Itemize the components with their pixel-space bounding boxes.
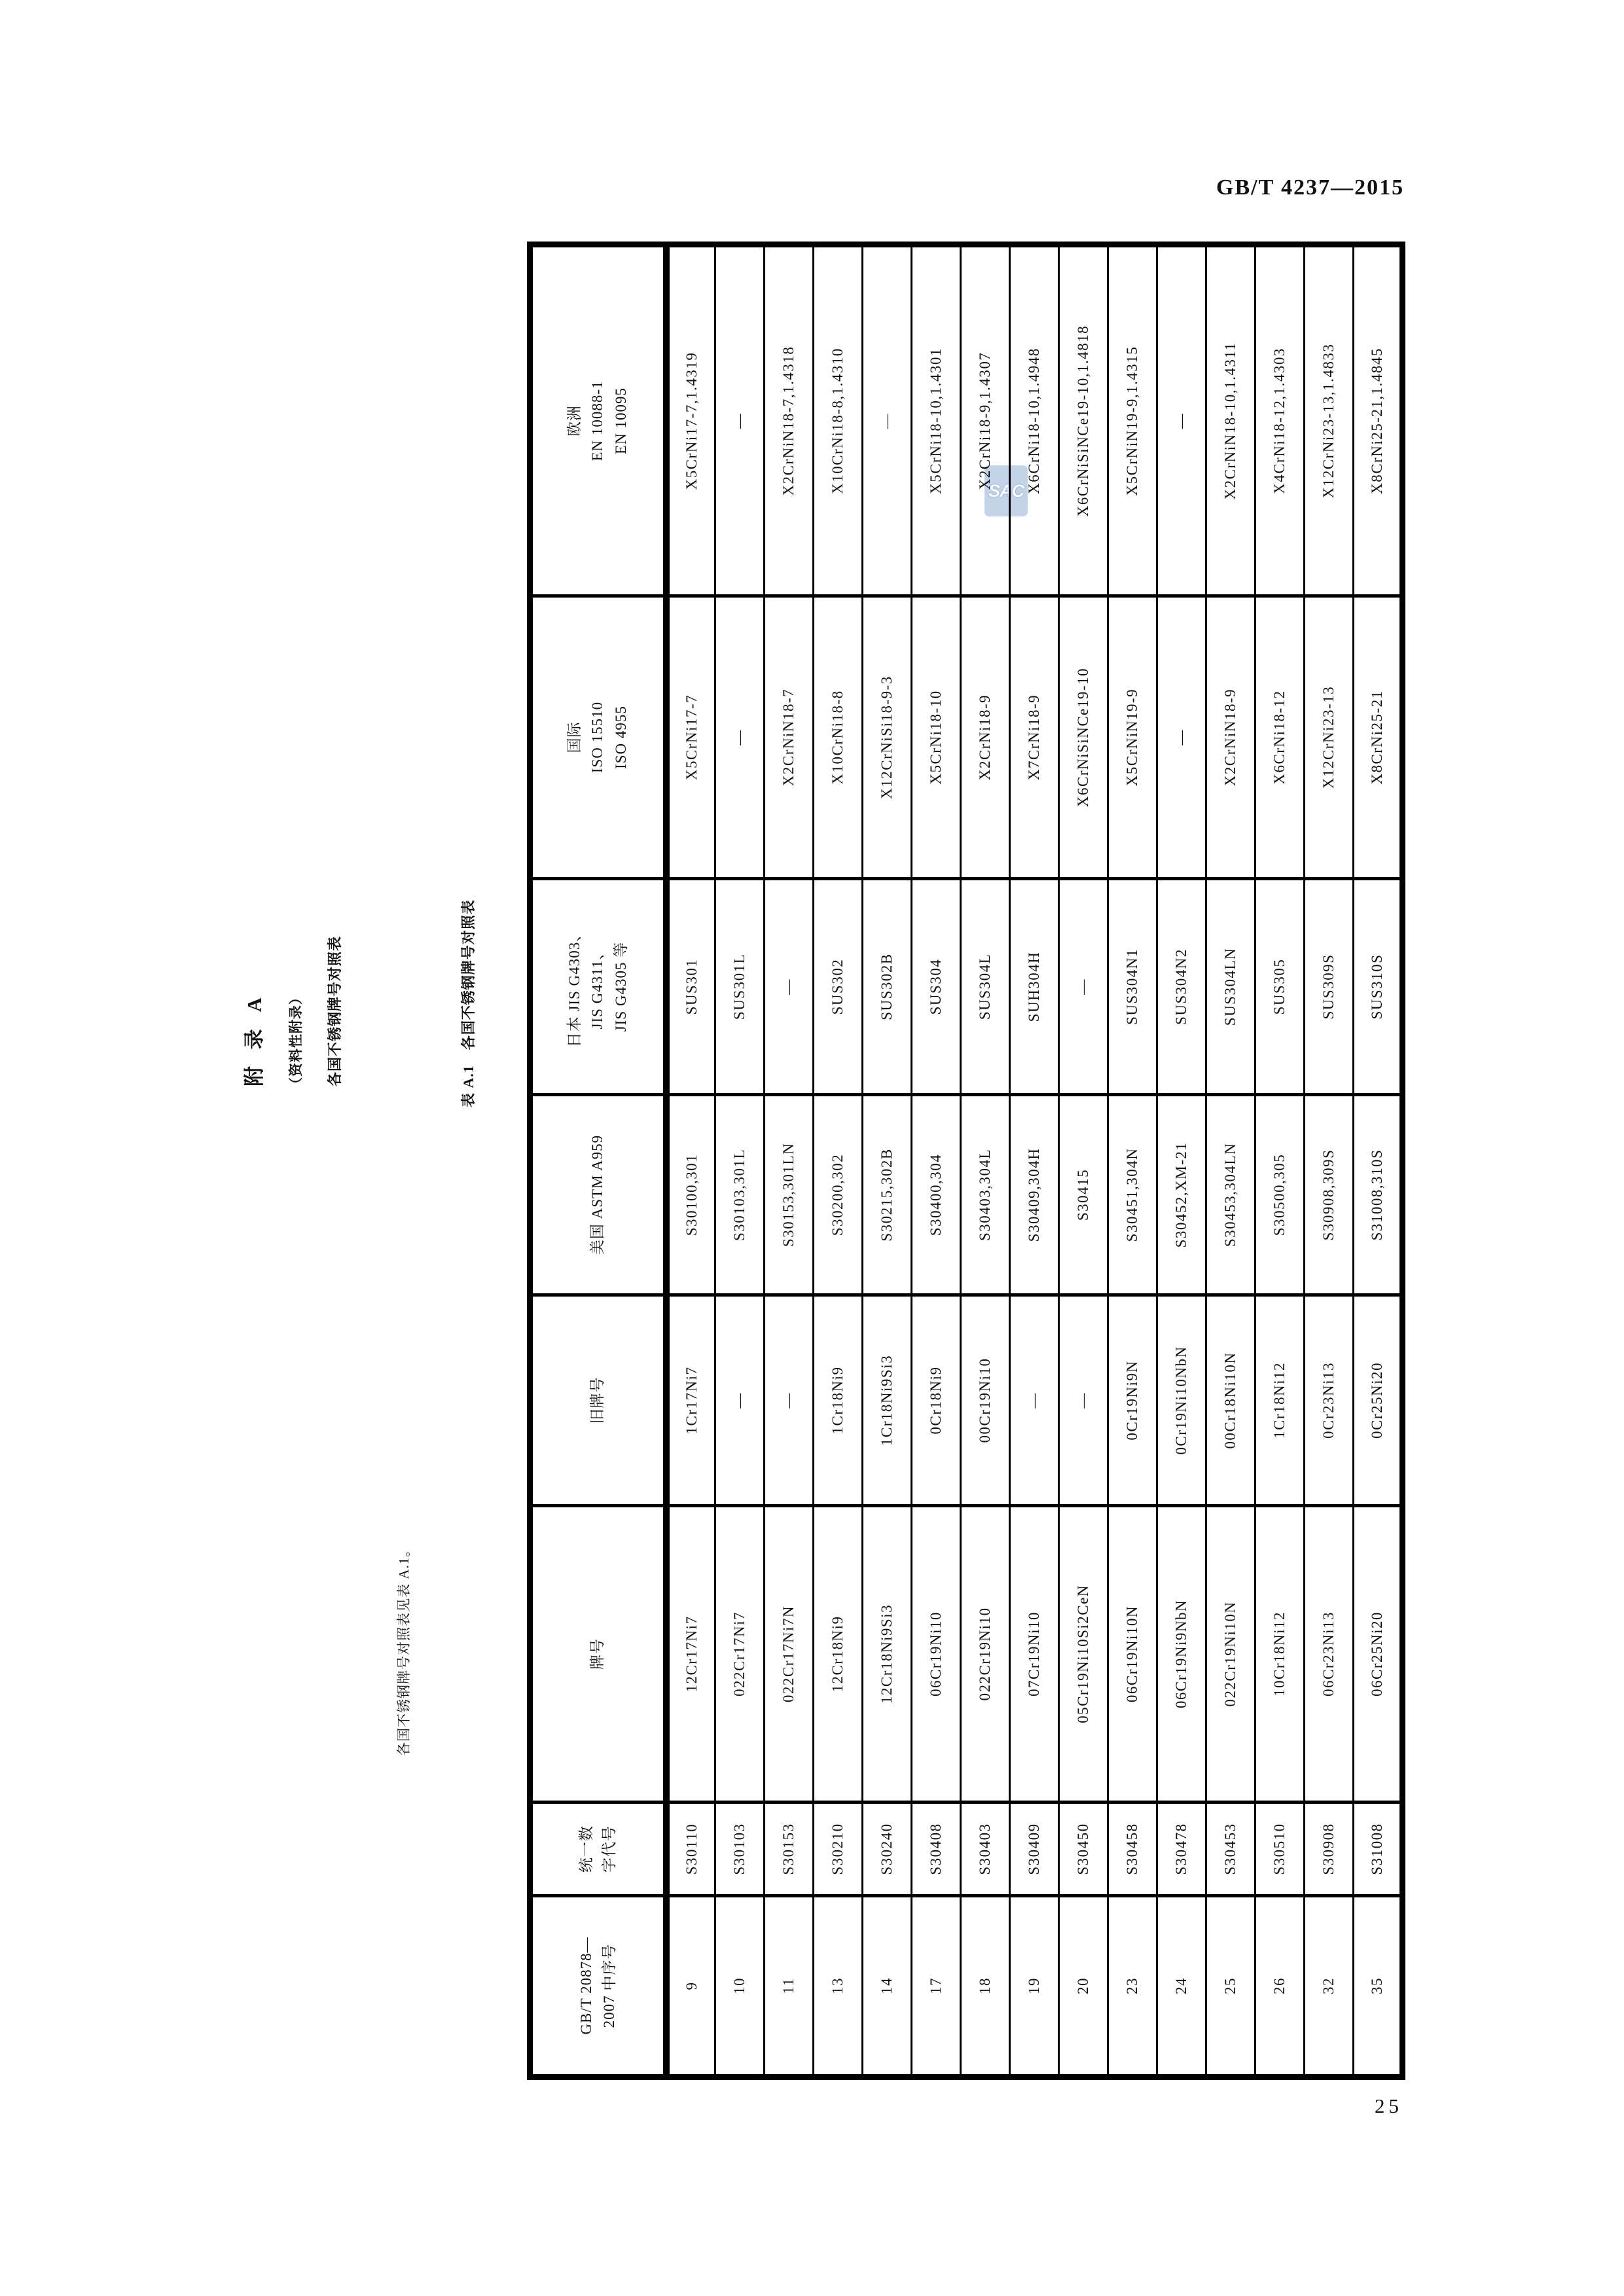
table-cell: 24 bbox=[1157, 1896, 1206, 2077]
table-cell: 14 bbox=[863, 1896, 912, 2077]
table-cell: S30908,309S bbox=[1305, 1095, 1354, 1295]
table-cell: 25 bbox=[1206, 1896, 1255, 2077]
table-cell: X5CrNiN19-9 bbox=[1108, 596, 1157, 879]
comparison-table bbox=[527, 242, 1405, 2080]
table-row bbox=[765, 245, 814, 2077]
table-cell: 022Cr17Ni7 bbox=[715, 1506, 765, 1803]
table-cell: SUH304H bbox=[1010, 879, 1059, 1095]
table-cell: S30103,301L bbox=[715, 1095, 765, 1295]
table-cell: S30103 bbox=[715, 1803, 765, 1896]
table-cell: X6CrNi18-12 bbox=[1255, 596, 1305, 879]
table-cell: SUS309S bbox=[1305, 879, 1354, 1095]
table-cell: SUS302 bbox=[814, 879, 863, 1095]
table-cell: S30100,301 bbox=[666, 1095, 715, 1295]
table-cell: SUS304 bbox=[912, 879, 961, 1095]
table-cell: X2CrNiN18-10,1.4311 bbox=[1206, 245, 1255, 596]
table-cell: 0Cr23Ni13 bbox=[1305, 1295, 1354, 1506]
rotated-table-container bbox=[527, 247, 1399, 2080]
table-cell: X5CrNi18-10 bbox=[912, 596, 961, 879]
table-cell: SUS304N2 bbox=[1157, 879, 1206, 1095]
table-row bbox=[1255, 245, 1305, 2077]
table-cell: — bbox=[1059, 879, 1108, 1095]
table-cell: X2CrNiN18-7 bbox=[765, 596, 814, 879]
table-cell: X4CrNi18-12,1.4303 bbox=[1255, 245, 1305, 596]
header-cell: 美国 ASTM A959 bbox=[530, 1095, 666, 1295]
table-cell: — bbox=[1157, 596, 1206, 879]
table-cell: 9 bbox=[666, 1896, 715, 2077]
table-cell: S30908 bbox=[1305, 1803, 1354, 1896]
header-cell: 统一数 字代号 bbox=[530, 1803, 666, 1896]
table-row bbox=[1108, 245, 1157, 2077]
table-cell: S31008,310S bbox=[1354, 1095, 1403, 1295]
table-cell: — bbox=[863, 245, 912, 596]
table-cell: 022Cr19Ni10 bbox=[961, 1506, 1010, 1803]
table-cell: S30453 bbox=[1206, 1803, 1255, 1896]
table-cell: SUS304N1 bbox=[1108, 879, 1157, 1095]
table-cell: X7CrNi18-9 bbox=[1010, 596, 1059, 879]
table-cell: S30500,305 bbox=[1255, 1095, 1305, 1295]
sac-watermark-stamp: SAC bbox=[984, 465, 1028, 516]
table-cell: 10Cr18Ni12 bbox=[1255, 1506, 1305, 1803]
table-cell: X6CrNiSiNCe19-10 bbox=[1059, 596, 1108, 879]
table-cell: 00Cr19Ni10 bbox=[961, 1295, 1010, 1506]
table-row bbox=[666, 245, 715, 2077]
table-cell: 32 bbox=[1305, 1896, 1354, 2077]
table-cell: 23 bbox=[1108, 1896, 1157, 2077]
table-cell: 18 bbox=[961, 1896, 1010, 2077]
table-row bbox=[1206, 245, 1255, 2077]
table-cell: S30110 bbox=[666, 1803, 715, 1896]
table-cell: S30453,304LN bbox=[1206, 1095, 1255, 1295]
table-cell: 11 bbox=[765, 1896, 814, 2077]
header-cell: GB/T 20878— 2007 中序号 bbox=[530, 1896, 666, 2077]
table-cell: X12CrNi23-13,1.4833 bbox=[1305, 245, 1354, 596]
table-cell: 06Cr19Ni9NbN bbox=[1157, 1506, 1206, 1803]
table-cell: 20 bbox=[1059, 1896, 1108, 2077]
table-cell: S30458 bbox=[1108, 1803, 1157, 1896]
table-cell: — bbox=[765, 1295, 814, 1506]
page-number: 25 bbox=[1375, 2094, 1403, 2117]
table-row bbox=[1010, 245, 1059, 2077]
table-row bbox=[961, 245, 1010, 2077]
table-cell: — bbox=[715, 245, 765, 596]
table-cell: 26 bbox=[1255, 1896, 1305, 2077]
table-cell: X2CrNiN18-9 bbox=[1206, 596, 1255, 879]
table-cell: 12Cr17Ni7 bbox=[666, 1506, 715, 1803]
table-cell: S30451,304N bbox=[1108, 1095, 1157, 1295]
table-cell: 06Cr25Ni20 bbox=[1354, 1506, 1403, 1803]
table-cell: S30400,304 bbox=[912, 1095, 961, 1295]
table-cell: S30408 bbox=[912, 1803, 961, 1896]
table-cell: S31008 bbox=[1354, 1803, 1403, 1896]
table-cell: 07Cr19Ni10 bbox=[1010, 1506, 1059, 1803]
table-cell: X10CrNi18-8,1.4310 bbox=[814, 245, 863, 596]
table-cell: X6CrNiSiNCe19-10,1.4818 bbox=[1059, 245, 1108, 596]
table-cell: SUS301L bbox=[715, 879, 765, 1095]
table-cell: — bbox=[1010, 1295, 1059, 1506]
table-cell: S30409,304H bbox=[1010, 1095, 1059, 1295]
table-cell: X12CrNiSi18-9-3 bbox=[863, 596, 912, 879]
table-cell: 17 bbox=[912, 1896, 961, 2077]
table-cell: 1Cr18Ni9 bbox=[814, 1295, 863, 1506]
doc-code: GB/T 4237—2015 bbox=[1216, 175, 1405, 200]
table-cell: 06Cr19Ni10N bbox=[1108, 1506, 1157, 1803]
header-cell: 旧牌号 bbox=[530, 1295, 666, 1506]
table-row bbox=[1059, 245, 1108, 2077]
table-cell: — bbox=[765, 879, 814, 1095]
table-cell: S30409 bbox=[1010, 1803, 1059, 1896]
table-cell: S30210 bbox=[814, 1803, 863, 1896]
table-cell: SUS305 bbox=[1255, 879, 1305, 1095]
table-cell: 06Cr23Ni13 bbox=[1305, 1506, 1354, 1803]
table-row bbox=[715, 245, 765, 2077]
table-row bbox=[863, 245, 912, 2077]
table-cell: 0Cr19Ni9N bbox=[1108, 1295, 1157, 1506]
table-cell: X6CrNi18-10,1.4948 bbox=[1010, 245, 1059, 596]
table-caption: 表 A.1 各国不锈钢牌号对照表 bbox=[460, 899, 477, 1107]
header-cell: 日本 JIS G4303、 JIS G4311、 JIS G4305 等 bbox=[530, 879, 666, 1095]
appendix-title: 附 录 A bbox=[243, 992, 266, 1086]
appendix-section-title: 各国不锈钢牌号对照表 bbox=[327, 935, 343, 1086]
table-cell: 0Cr25Ni20 bbox=[1354, 1295, 1403, 1506]
table-cell: 1Cr18Ni12 bbox=[1255, 1295, 1305, 1506]
table-cell: X5CrNi17-7 bbox=[666, 596, 715, 879]
appendix-body-text: 各国不锈钢牌号对照表见表 A.1。 bbox=[396, 1542, 412, 1756]
table-row bbox=[814, 245, 863, 2077]
table-cell: 10 bbox=[715, 1896, 765, 2077]
table-cell: — bbox=[1157, 245, 1206, 596]
table-cell: S30153 bbox=[765, 1803, 814, 1896]
table-cell: S30450 bbox=[1059, 1803, 1108, 1896]
table-cell: X5CrNi18-10,1.4301 bbox=[912, 245, 961, 596]
table-cell: X10CrNi18-8 bbox=[814, 596, 863, 879]
header-cell: 国际 ISO 15510 ISO 4955 bbox=[530, 596, 666, 879]
table-cell: S30215,302B bbox=[863, 1095, 912, 1295]
table-cell: — bbox=[715, 1295, 765, 1506]
table-cell: SUS304LN bbox=[1206, 879, 1255, 1095]
table-cell: 0Cr18Ni9 bbox=[912, 1295, 961, 1506]
table-cell: S30153,301LN bbox=[765, 1095, 814, 1295]
table-cell: SUS302B bbox=[863, 879, 912, 1095]
table-cell: X2CrNiN18-7,1.4318 bbox=[765, 245, 814, 596]
table-cell: — bbox=[715, 596, 765, 879]
table-cell: S30403,304L bbox=[961, 1095, 1010, 1295]
table-cell: 13 bbox=[814, 1896, 863, 2077]
table-cell: X12CrNi23-13 bbox=[1305, 596, 1354, 879]
table-cell: S30415 bbox=[1059, 1095, 1108, 1295]
table-cell: X8CrNi25-21,1.4845 bbox=[1354, 245, 1403, 596]
table-cell: 06Cr19Ni10 bbox=[912, 1506, 961, 1803]
table-cell: S30452,XM-21 bbox=[1157, 1095, 1206, 1295]
table-cell: 1Cr18Ni9Si3 bbox=[863, 1295, 912, 1506]
table-cell: X5CrNiN19-9,1.4315 bbox=[1108, 245, 1157, 596]
table-cell: 1Cr17Ni7 bbox=[666, 1295, 715, 1506]
table-cell: 12Cr18Ni9Si3 bbox=[863, 1506, 912, 1803]
table-cell: 00Cr18Ni10N bbox=[1206, 1295, 1255, 1506]
table-row bbox=[912, 245, 961, 2077]
table-cell: 022Cr17Ni7N bbox=[765, 1506, 814, 1803]
table-cell: SUS310S bbox=[1354, 879, 1403, 1095]
table-cell: X5CrNi17-7,1.4319 bbox=[666, 245, 715, 596]
table-cell: 0Cr19Ni10NbN bbox=[1157, 1295, 1206, 1506]
table-cell: 35 bbox=[1354, 1896, 1403, 2077]
table-cell: X2CrNi18-9,1.4307 bbox=[961, 245, 1010, 596]
table-cell: 12Cr18Ni9 bbox=[814, 1506, 863, 1803]
table-cell: — bbox=[1059, 1295, 1108, 1506]
table-row bbox=[1157, 245, 1206, 2077]
table-cell: X2CrNi18-9 bbox=[961, 596, 1010, 879]
table-cell: 05Cr19Ni10Si2CeN bbox=[1059, 1506, 1108, 1803]
table-cell: S30200,302 bbox=[814, 1095, 863, 1295]
table-cell: 022Cr19Ni10N bbox=[1206, 1506, 1255, 1803]
table-cell: 19 bbox=[1010, 1896, 1059, 2077]
table-cell: S30510 bbox=[1255, 1803, 1305, 1896]
table-row bbox=[1354, 245, 1403, 2077]
table-row bbox=[1305, 245, 1354, 2077]
table-cell: X8CrNi25-21 bbox=[1354, 596, 1403, 879]
table-cell: S30478 bbox=[1157, 1803, 1206, 1896]
table-cell: S30403 bbox=[961, 1803, 1010, 1896]
header-cell: 欧洲 EN 10088-1 EN 10095 bbox=[530, 245, 666, 596]
header-cell: 牌号 bbox=[530, 1506, 666, 1803]
table-cell: SUS301 bbox=[666, 879, 715, 1095]
table-cell: S30240 bbox=[863, 1803, 912, 1896]
table-cell: SUS304L bbox=[961, 879, 1010, 1095]
appendix-subtitle: （资料性附录） bbox=[288, 990, 304, 1091]
table-header-row bbox=[530, 245, 666, 2077]
